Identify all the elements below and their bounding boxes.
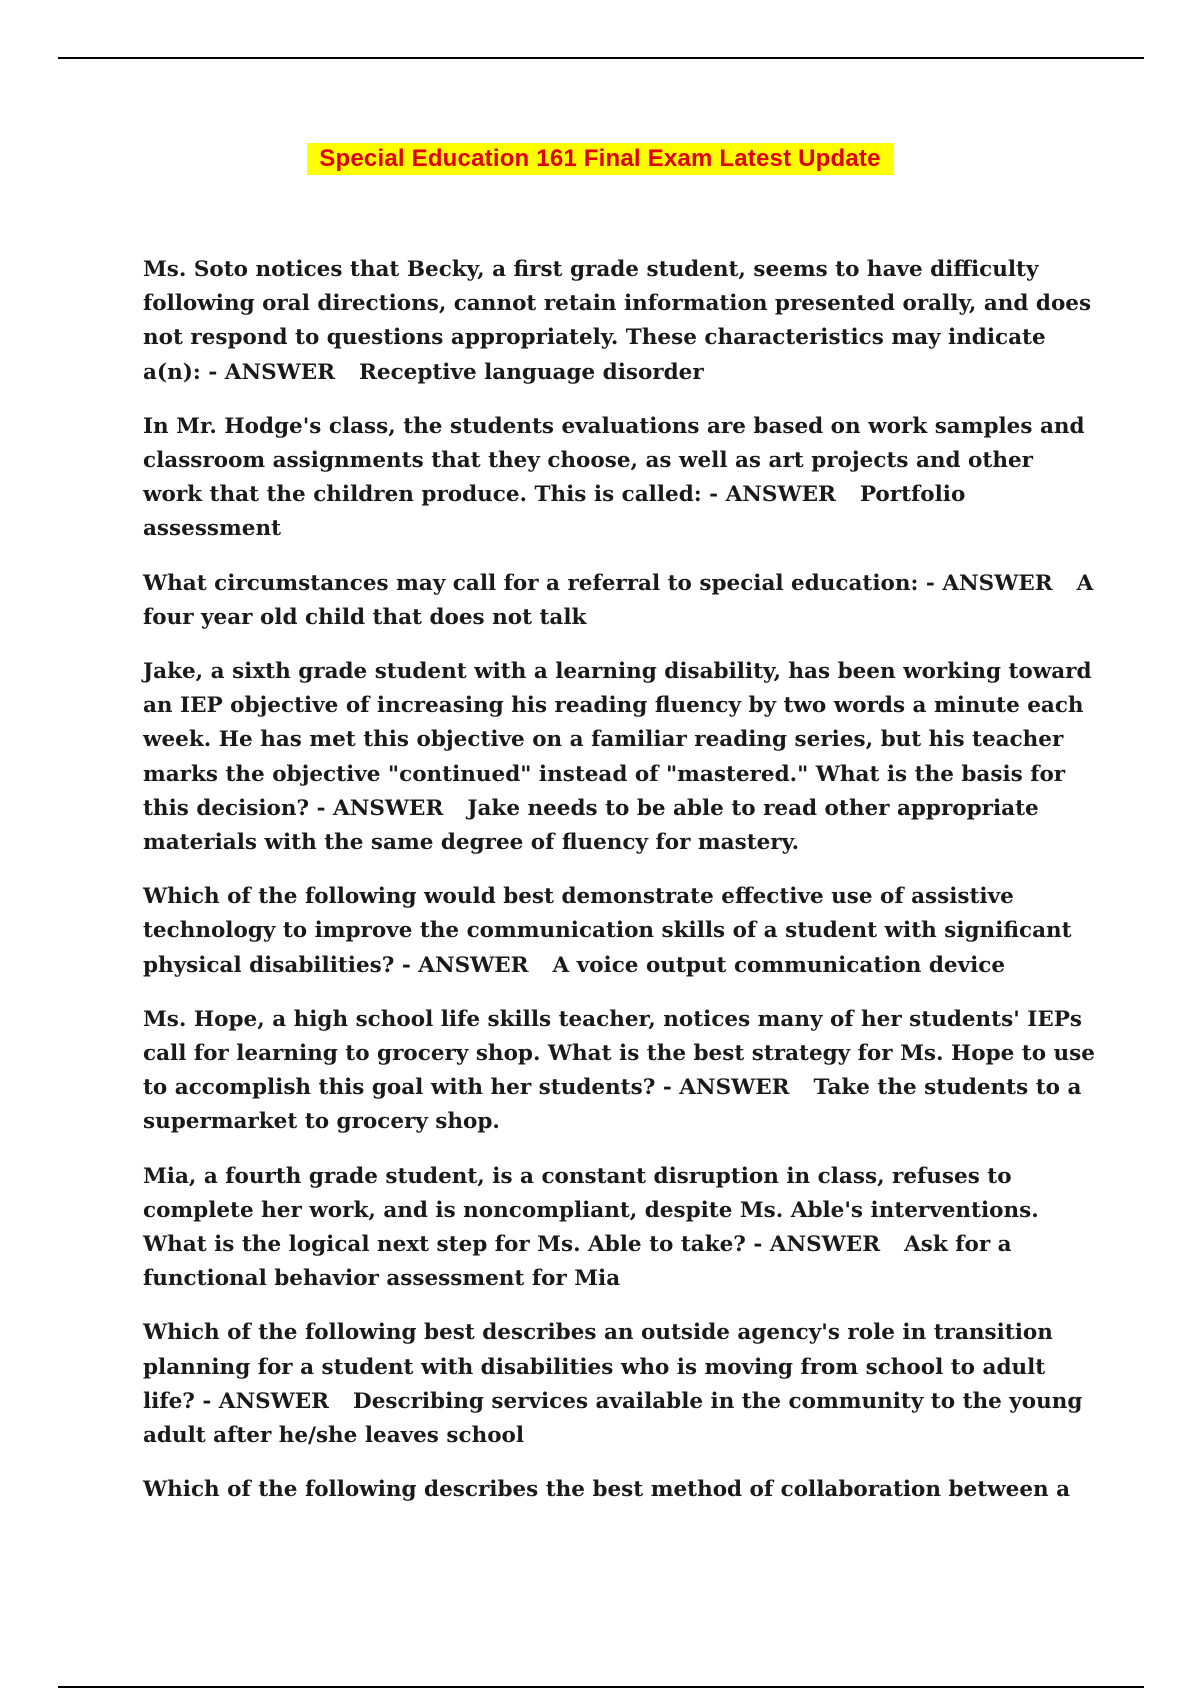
- question-text: Jake, a sixth grade student with a learning disability, has been working toward an IEP objective of increasing his reading fluency by two words a minute each week. He has met this objective on a familiar reading series, but his teacher marks the objective "continued" instead of "mastered." What is the basis for this decision?: [143, 659, 1092, 821]
- answer-separator: -: [194, 1388, 219, 1414]
- question-text: In Mr. Hodge's class, the students evaluations are based on work samples and classroom assignments that they choose, as well as art projects and other work that the children produce. This is called:: [143, 413, 1085, 508]
- answer-text: Describing services available in the community to the young adult after he/she leaves school: [143, 1388, 1083, 1449]
- question-text: Which of the following would best demonstrate effective use of assistive technology to improve the communication skills of a student with significant physical disabilities?: [143, 884, 1072, 978]
- answer-separator: -: [701, 482, 726, 508]
- title-container: [0, 143, 1200, 175]
- qa-item: [143, 410, 1098, 547]
- qa-item: [143, 1003, 1098, 1140]
- question-text: What circumstances may call for a referral to special education:: [143, 570, 919, 596]
- answer-text: Ask for a functional behavior assessment for Mia: [143, 1232, 1012, 1292]
- answer-text: Portfolio assessment: [143, 482, 966, 542]
- answer-label: ANSWER: [725, 482, 836, 508]
- footer-rule: [58, 1686, 1144, 1688]
- qa-item: [143, 567, 1098, 635]
- answer-separator: -: [394, 952, 419, 978]
- answer-text: Jake needs to be able to read other appropriate materials with the same degree of fluency for mastery.: [143, 795, 1039, 856]
- answer-label: ANSWER: [333, 795, 444, 821]
- question-answer-list: [143, 253, 1098, 1528]
- question-text: Which of the following best describes an outside agency's role in transition planning for a student with disabilities who is moving from school to adult life?: [143, 1320, 1053, 1414]
- qa-item: [143, 253, 1098, 390]
- answer-label: ANSWER: [418, 952, 529, 978]
- answer-separator: -: [200, 359, 225, 385]
- qa-item: [143, 880, 1098, 983]
- answer-text: Receptive language disorder: [359, 359, 704, 385]
- answer-separator: -: [745, 1232, 770, 1258]
- answer-text: Take the students to a supermarket to grocery shop.: [143, 1075, 1082, 1135]
- question-text: Ms. Soto notices that Becky, a first grade student, seems to have difficulty following oral directions, cannot retain information presented orally, and does not respond to questions appropriately. These characteristics may indicate a(n):: [143, 257, 1092, 385]
- answer-text: A voice output communication device: [552, 952, 1006, 978]
- question-text: Ms. Hope, a high school life skills teacher, notices many of her students' IEPs call for learning to grocery shop. What is the best strategy for Ms. Hope to use to accomplish this goal with her students?: [143, 1006, 1095, 1101]
- qa-item: [143, 655, 1098, 860]
- answer-text: A four year old child that does not talk: [143, 570, 1094, 630]
- answer-separator: -: [655, 1075, 680, 1101]
- question-text: Which of the following describes the best method of collaboration between a: [143, 1477, 1071, 1503]
- qa-item: [143, 1473, 1098, 1507]
- answer-separator: -: [918, 570, 943, 596]
- document-title: Special Education 161 Final Exam Latest Update: [307, 143, 892, 175]
- answer-separator: -: [309, 795, 334, 821]
- answer-label: ANSWER: [769, 1232, 881, 1258]
- answer-label: ANSWER: [942, 570, 1053, 596]
- answer-label: ANSWER: [218, 1388, 330, 1414]
- qa-item: [143, 1316, 1098, 1453]
- answer-label: ANSWER: [224, 359, 336, 385]
- question-text: Mia, a fourth grade student, is a constant disruption in class, refuses to complete her work, and is noncompliant, despite Ms. Able's interventions. What is the logical next step for Ms. Able to take?: [143, 1163, 1039, 1258]
- qa-item: [143, 1160, 1098, 1297]
- header-rule: [58, 57, 1144, 59]
- answer-label: ANSWER: [679, 1075, 790, 1101]
